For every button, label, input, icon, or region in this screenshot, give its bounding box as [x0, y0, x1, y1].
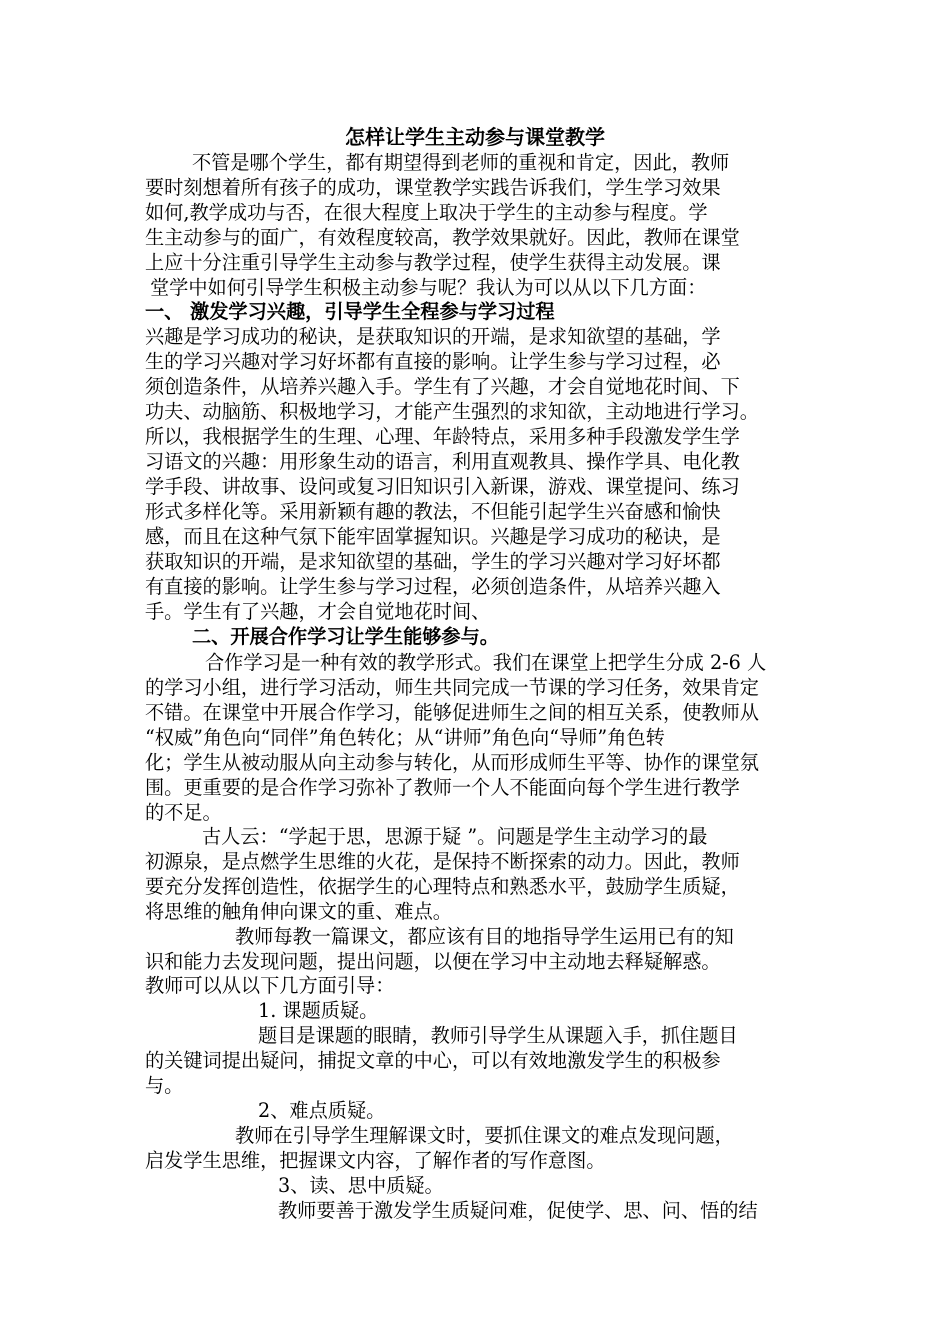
body-text-line: 化；学生从被动服从向主动参与转化，从而形成师生平等、协作的课堂氛: [145, 751, 759, 774]
body-text-line: 有直接的影响。让学生参与学习过程，必须创造条件，从培养兴趣入: [145, 575, 721, 598]
body-text-line: 的学习小组，进行学习活动，师生共同完成一节课的学习任务，效果肯定: [145, 676, 759, 699]
body-text-line: 所以，我根据学生的生理、心理、年龄特点，采用多种手段激发学生学: [145, 425, 740, 448]
body-text-line: 生的学习兴趣对学习好坏都有直接的影响。让学生参与学习过程，必: [145, 350, 721, 373]
body-text-line: 将思维的触角伸向课文的重、难点。: [145, 900, 452, 923]
section-heading: 一、 激发学习兴趣，引导学生全程参与学习过程: [145, 300, 555, 323]
body-text-line: 形式多样化等。采用新颖有趣的教法，不但能引起学生兴奋感和愉快: [145, 500, 721, 523]
body-text-line: 2、难点质疑。: [258, 1099, 386, 1122]
body-text-line: 围。更重要的是合作学习弥补了教师一个人不能面向每个学生进行教学: [145, 776, 740, 799]
body-text-line: 获取知识的开端，是求知欲望的基础，学生的学习兴趣对学习好坏都: [145, 550, 721, 573]
body-text-line: 的不足。: [145, 801, 222, 824]
body-text-line: 不错。在课堂中开展合作学习，能够促进师生之间的相互关系，使教师从: [145, 701, 759, 724]
body-text-line: 生主动参与的面广，有效程度较高，教学效果就好。因此，教师在课堂: [145, 226, 740, 249]
body-text-line: 不管是哪个学生，都有期望得到老师的重视和肯定，因此，教师: [192, 151, 730, 174]
body-text-line: 与。: [145, 1074, 184, 1097]
body-text-line: 题目是课题的眼睛，教师引导学生从课题入手，抓住题目: [258, 1024, 738, 1047]
body-text-line: “权威”角色向“同伴”角色转化；从“讲师”角色向“导师”角色转: [145, 726, 665, 749]
body-text-line: 感，而且在这种气氛下能牢固掌握知识。兴趣是学习成功的秘诀，是: [145, 525, 721, 548]
body-text-line: 功夫、动脑筋、积极地学习，才能产生强烈的求知欲，主动地进行学习。: [145, 400, 759, 423]
body-text-line: 要时刻想着所有孩子的成功，课堂教学实践告诉我们，学生学习效果: [145, 176, 721, 199]
body-text-line: 上应十分注重引导学生主动参与教学过程，使学生获得主动发展。课: [145, 251, 721, 274]
body-text-line: 的关键词提出疑问，捕捉文章的中心，可以有效地激发学生的积极参: [145, 1049, 721, 1072]
body-text-line: 合作学习是一种有效的教学形式。我们在课堂上把学生分成 2-6 人: [205, 651, 767, 674]
body-text-line: 3、读、思中质疑。: [278, 1174, 444, 1197]
body-text-line: 识和能力去发现问题，提出问题，以便在学习中主动地去释疑解惑。: [145, 950, 721, 973]
body-text-line: 如何,教学成功与否，在很大程度上取决于学生的主动参与程度。学: [145, 201, 708, 224]
body-text-line: 教师在引导学生理解课文时，要抓住课文的难点发现问题，: [235, 1124, 734, 1147]
body-text-line: 教师每教一篇课文，都应该有目的地指导学生运用已有的知: [235, 925, 734, 948]
document-title: 怎样让学生主动参与课堂教学: [345, 125, 605, 149]
body-text-line: 要充分发挥创造性，依据学生的心理特点和熟悉水平，鼓励学生质疑，: [145, 875, 740, 898]
body-text-line: 堂学中如何引导学生积极主动参与呢？我认为可以从以下几方面：: [150, 276, 707, 299]
body-text-line: 学手段、讲故事、设问或复习旧知识引入新课，游戏、课堂提问、练习: [145, 475, 740, 498]
body-text-line: 习语文的兴趣：用形象生动的语言，利用直观教具、操作学具、电化教: [145, 450, 740, 473]
body-text-line: 教师可以从以下几方面引导：: [145, 974, 395, 997]
body-text-line: 手。学生有了兴趣，才会自觉地花时间、: [145, 600, 491, 623]
body-text-line: 1. 课题质疑。: [258, 999, 379, 1022]
body-text-line: 初源泉，是点燃学生思维的火花，是保持不断探索的动力。因此，教师: [145, 850, 740, 873]
body-text-line: 兴趣是学习成功的秘诀，是获取知识的开端，是求知欲望的基础，学: [145, 325, 721, 348]
body-text-line: 须创造条件，从培养兴趣入手。学生有了兴趣，才会自觉地花时间、下: [145, 375, 740, 398]
section-heading: 二、开展合作学习让学生能够参与。: [192, 625, 499, 648]
body-text-line: 教师要善于激发学生质疑问难，促使学、思、问、悟的结: [278, 1199, 758, 1222]
body-text-line: 启发学生思维，把握课文内容，了解作者的写作意图。: [145, 1149, 606, 1172]
body-text-line: 古人云：“学起于思，思源于疑 ”。问题是学生主动学习的最: [202, 825, 708, 848]
